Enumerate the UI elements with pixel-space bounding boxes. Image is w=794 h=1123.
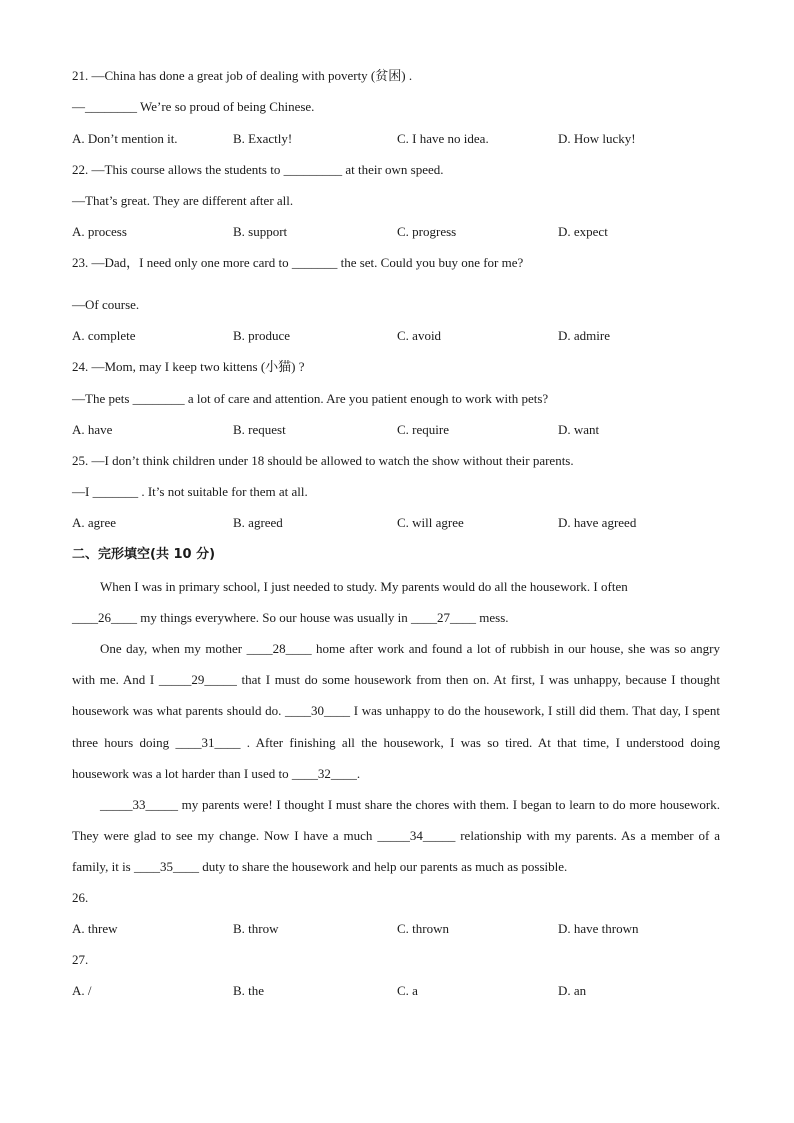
q24-option-a: A. have [72,422,113,437]
question-24-stem: 24. —Mom, may I keep two kittens (小猫) ? [72,359,305,374]
c26-option-c: C. thrown [397,921,449,936]
passage-text: my parents were! I thought I must share the chores with them. I began to learn to do more housework. They were glad to see my change. Now I have a much [72,797,720,844]
q22-option-d: D. expect [558,224,608,239]
q25-option-b: B. agreed [233,515,283,530]
blank-35: ____35____ [134,859,199,875]
blank-30: ____30____ [285,703,351,719]
c27-option-a: A. / [72,983,92,998]
passage-paragraph-1 [72,571,720,633]
question-22-stem: 22. —This course allows the students to _________ at their own speed. [72,162,444,177]
blank-27: ____27____ [411,610,477,626]
q25-option-d: D. have agreed [558,515,637,530]
blank-28: ____28____ [246,641,312,656]
passage-text: my things everywhere. So our house was usually in [137,610,412,626]
q24-option-c: C. require [397,422,449,437]
q22-option-c: C. progress [397,224,457,239]
q24-option-d: D. want [558,422,600,437]
passage-text: relationship with my parents. As a member of a family, it is [72,828,720,875]
passage-paragraph-2 [72,633,720,789]
c27-option-c: C. a [397,983,418,998]
blank-31: ____31____ [175,734,241,750]
q21-option-d: D. How lucky! [558,131,636,146]
q23-option-a: A. complete [72,328,136,343]
q22-option-b: B. support [233,224,288,239]
c26-option-d: D. have thrown [558,921,639,936]
question-23-stem: 23. —Dad，I need only one more card to _______ the set. Could you buy one for me? [72,255,524,270]
passage-text: . After finishing all the housework, I was so tired. At that time, I understood doing housework was a lot harder than I used to [72,734,720,781]
question-25-reply: —I _______ . It’s not suitable for them at all. [72,484,308,499]
c27-option-d: D. an [558,983,587,998]
q23-option-c: C. avoid [397,328,442,343]
section-title: 二、完形填空(共 10 分) [72,547,216,562]
passage-text: . [356,765,361,781]
q24-option-b: B. request [233,422,286,437]
blank-32: ____32____ [291,765,357,781]
q25-option-a: A. agree [72,515,117,530]
question-24-reply: —The pets ________ a lot of care and attention. Are you patient enough to work with pets? [72,391,549,406]
q25-option-c: C. will agree [397,515,464,530]
passage-text: duty to share the housework and help our parents as much as possible. [199,859,568,875]
blank-33: _____33_____ [100,797,178,812]
passage-paragraph-3 [72,789,720,883]
c27-option-b: B. the [233,983,265,998]
c26-option-b: B. throw [233,921,279,936]
cloze-26-number: 26. [72,890,89,905]
q23-option-d: D. admire [558,328,610,343]
passage-text: I was unhappy to do the housework, I still did them. That day, I spent three hours doing [72,703,720,750]
q21-option-a: A. Don’t mention it. [72,131,178,146]
question-21-stem: 21. —China has done a great job of dealing with poverty (贫困) . [72,68,413,83]
passage-text: When I was in primary school, I just needed to study. My parents would do all the housework. I often [100,579,628,594]
c26-option-a: A. threw [72,921,118,936]
cloze-27-number: 27. [72,952,89,967]
passage-text: that I must do some housework from then on. At first, I was unhappy, because I thought housework was what parents should do. [72,672,720,719]
question-22-reply: —That’s great. They are different after all. [72,193,294,208]
q21-option-b: B. Exactly! [233,131,293,146]
q23-option-b: B. produce [233,328,291,343]
passage-text: One day, when my mother [100,641,247,656]
passage-text: mess. [476,610,509,626]
blank-29: _____29_____ [158,672,237,688]
blank-26: ____26____ [72,610,137,626]
blank-34: _____34_____ [377,828,456,844]
question-21-reply: —________ We’re so proud of being Chinese. [72,99,315,114]
question-25-stem: 25. —I don’t think children under 18 should be allowed to watch the show without their parents. [72,453,574,468]
passage-text: home after work and found a lot of rubbish in our house, she was so angry with me. And I [72,641,720,688]
question-23-reply: —Of course. [72,297,140,312]
q21-option-c: C. I have no idea. [397,131,489,146]
q22-option-a: A. process [72,224,127,239]
